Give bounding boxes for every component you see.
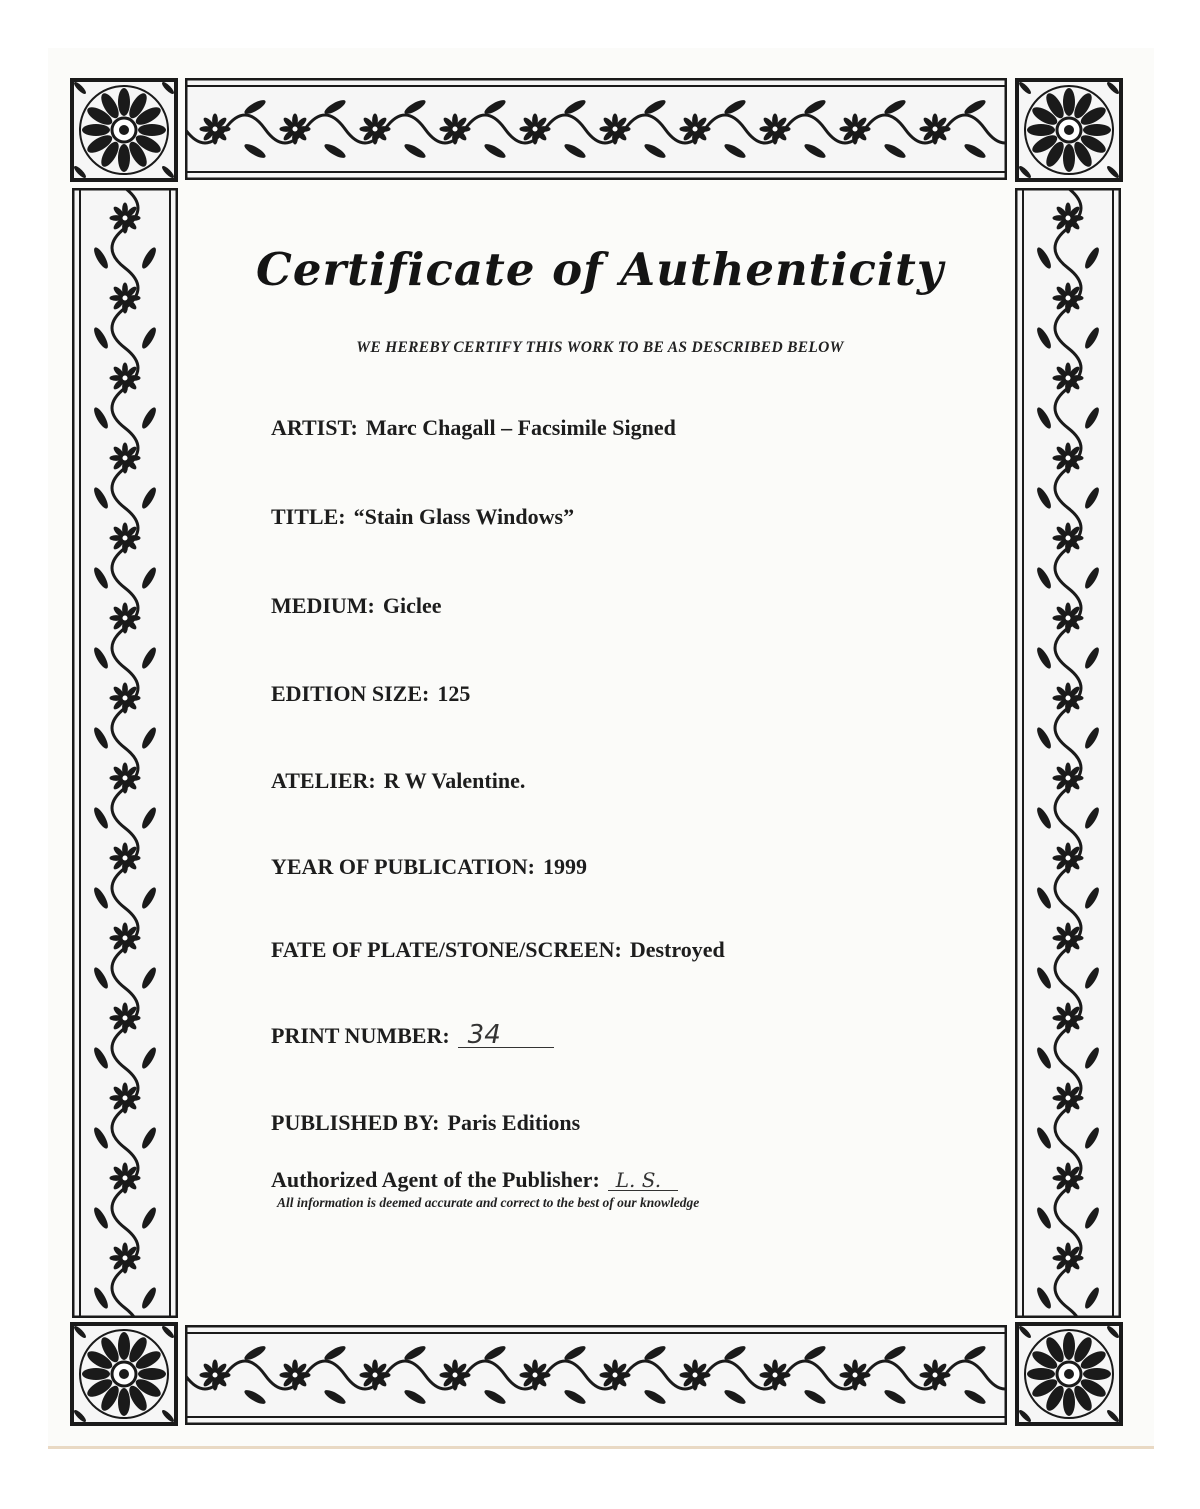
field-label: ATELIER: [271, 768, 376, 793]
field-label: Authorized Agent of the Publisher: [271, 1167, 600, 1192]
field-print-number [271, 1020, 554, 1050]
field-atelier [271, 768, 525, 794]
field-value: Giclee [382, 593, 442, 618]
print-number-handwritten: 34 [458, 1023, 554, 1048]
left-border-ornament [72, 188, 178, 1318]
field-artist [271, 415, 676, 441]
agent-initials-handwritten: L. S. [608, 1170, 678, 1191]
field-value: “Stain Glass Windows” [353, 504, 575, 529]
field-label: FATE OF PLATE/STONE/SCREEN: [271, 937, 622, 962]
corner-ornament-top-right [1015, 78, 1123, 182]
field-published-by [271, 1110, 580, 1136]
bottom-border-ornament [185, 1325, 1007, 1425]
field-label: ARTIST: [271, 415, 358, 440]
corner-ornament-top-left [70, 78, 178, 182]
field-fate-of-plate [271, 937, 725, 963]
field-value: Destroyed [629, 937, 725, 962]
certificate-subtitle: WE HEREBY CERTIFY THIS WORK TO BE AS DESCRIBED BELOW [356, 339, 844, 356]
field-label: EDITION SIZE: [271, 681, 430, 706]
certificate-body [185, 185, 1015, 1320]
certificate-title: Certificate of Authenticity [256, 243, 944, 296]
field-authorized-agent [271, 1167, 678, 1193]
top-border-ornament [185, 78, 1007, 180]
field-value: 1999 [543, 854, 588, 879]
disclaimer-text: All information is deemed accurate and correct to the best of our knowledge [277, 1195, 700, 1210]
field-label: PRINT NUMBER: [271, 1023, 450, 1048]
field-label: MEDIUM: [271, 593, 375, 618]
field-value: Paris Editions [447, 1110, 581, 1135]
right-border-ornament [1015, 188, 1121, 1318]
corner-ornament-bottom-left [70, 1322, 178, 1426]
field-title [271, 504, 574, 530]
field-label: TITLE: [271, 504, 346, 529]
field-value: 125 [437, 681, 471, 706]
field-year [271, 854, 587, 880]
field-value: Marc Chagall – Facsimile Signed [365, 415, 676, 440]
field-medium [271, 593, 442, 619]
field-edition-size [271, 681, 470, 707]
field-value: R W Valentine. [383, 768, 526, 793]
field-label: YEAR OF PUBLICATION: [271, 854, 536, 879]
field-label: PUBLISHED BY: [271, 1110, 440, 1135]
corner-ornament-bottom-right [1015, 1322, 1123, 1426]
